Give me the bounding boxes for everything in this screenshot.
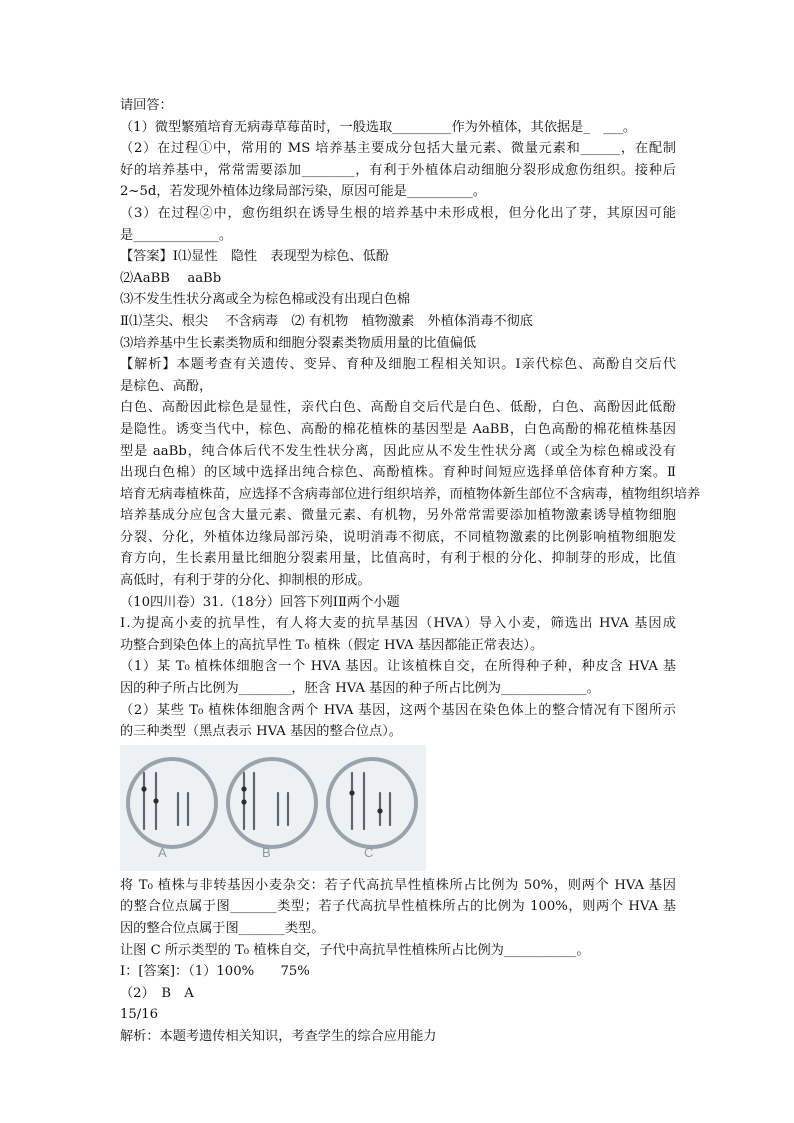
- text-line: Ⅱ⑴茎尖、根尖 不含病毒 ⑵ 有机物 植物激素 外植体消毒不彻底: [120, 313, 533, 329]
- text-line: Ⅰ.为提高小麦的抗旱性，有人将大麦的抗旱基因（HVA）导入小麦，筛选出 HVA 基因成: [120, 616, 676, 632]
- text-line: 是棕色、高酚，: [120, 378, 213, 394]
- circle-a: [128, 759, 216, 847]
- chromosome-diagram: [120, 745, 426, 871]
- hva-site-dot: [141, 786, 146, 791]
- hva-site-dot: [241, 799, 246, 804]
- text-line: Ⅰ：[答案]：（1）100% 75%: [120, 964, 310, 980]
- text-line: 是_____________。: [120, 227, 233, 243]
- figure-label-b: B: [262, 844, 271, 860]
- text-line: 的整合位点属于图_______类型；若子代高抗旱性植株所占的比例为 100%，则两个 HVA 基: [120, 899, 676, 915]
- text-line: ⑵AaBB aaBb: [120, 270, 222, 286]
- text-line: 好的培养基中，常常需要添加________，有利于外植体启动细胞分裂形成愈伤组织。接种后: [120, 162, 676, 178]
- text-line: 因的整合位点属于图_______类型。: [120, 921, 325, 936]
- text-line: 高低时，有利于芽的分化、抑制根的形成。: [120, 573, 371, 589]
- text-line: 育方向，生长素用量比细胞分裂素用量，比值高时，有利于根的分化、抑制芽的形成，比值: [120, 551, 676, 567]
- text-line: 的三种类型（黑点表示 HVA 基因的整合位点）。: [120, 724, 402, 740]
- text-line: 培养基成分应包含大量元素、微量元素、有机物，另外常常需要添加植物激素诱导植物细胞: [120, 508, 676, 524]
- text-line: 型是 aaBb，纯合体后代不发生性状分离，因此应从不发生性状分离（或全为棕色棉或没有: [120, 443, 676, 459]
- text-line: 白色、高酚因此棕色是显性，亲代白色、高酚自交后代是白色、低酚，白色、高酚因此低酚: [120, 400, 676, 416]
- text-line: 请回答：: [120, 98, 173, 113]
- text-line: 解析：本题考遗传相关知识，考查学生的综合应用能力: [120, 1028, 437, 1044]
- figure-label-a: A: [158, 844, 167, 860]
- text-line: （2）在过程①中，常用的 MS 培养基主要成分包括大量元素、微量元素和______，在配制: [120, 141, 676, 157]
- text-line: （1）某 T₀ 植株体细胞含一个 HVA 基因。让该植株自交，在所得种子种，种皮含 HVA 基: [120, 659, 676, 675]
- figure-chromosome-types: [120, 745, 426, 871]
- text-line: 2~5d，若发现外植体边缘局部污染，原因可能是__________。: [120, 184, 486, 200]
- text-line: 15/16: [120, 1007, 159, 1023]
- text-line: （3）在过程②中，愈伤组织在诱导生根的培养基中未形成根，但分化出了芽，其原因可能: [120, 205, 676, 221]
- text-line: 让图 C 所示类型的 T₀ 植株自交，子代中高抗旱性植株所占比例为___________。: [120, 942, 590, 958]
- text-line: （1）微型繁殖培育无病毒草莓苗时，一般选取_________作为外植体，其依据是_ ___。: [120, 119, 637, 135]
- hva-site-dot: [241, 786, 246, 791]
- text-line: 【解析】本题考查有关遗传、变异、育种及细胞工程相关知识。Ⅰ亲代棕色、高酚自交后代: [120, 357, 676, 373]
- text-line: 出现白色棉）的区域中选择出纯合棕色、高酚植株。育种时间短应选择单倍体育种方案。Ⅱ: [120, 465, 676, 481]
- text-line: （2）某些 T₀ 植株体细胞含两个 HVA 基因，这两个基因在染色体上的整合情况有下图所示: [120, 702, 676, 718]
- circle-c: [328, 759, 416, 847]
- text-line: 培育无病毒植株苗，应选择不含病毒部位进行组织培养，而植物体新生部位不含病毒，植物组织培养: [120, 486, 701, 502]
- text-line: 是隐性。诱变当代中，棕色、高酚的棉花植株的基因型是 AaBB，白色高酚的棉花植株基因: [120, 421, 676, 437]
- text-line: ⑶不发生性状分离或全为棕色棉或没有出现白色棉: [120, 292, 411, 308]
- text-block-bottom: [120, 875, 676, 1048]
- text-line: 因的种子所占比例为________，胚含 HVA 基因的种子所占比例为_____________。: [120, 681, 600, 697]
- hva-site-dot: [377, 808, 382, 813]
- text-line: ⑶培养基中生长素类物质和细胞分裂素类物质用量的比值偏低: [120, 335, 477, 351]
- text-line: 将 T₀ 植株与非转基因小麦杂交：若子代高抗旱性植株所占比例为 50%，则两个 HVA 基因: [120, 877, 676, 893]
- text-line: （2） B A: [120, 985, 194, 1001]
- hva-site-dot: [153, 798, 158, 803]
- text-line: 功整合到染色体上的高抗旱性 T₀ 植株（假定 HVA 基因都能正常表达）。: [120, 637, 544, 653]
- text-line: 【答案】Ⅰ⑴显性 隐性 表现型为棕色、低酚: [120, 249, 389, 265]
- hva-site-dot: [349, 790, 354, 795]
- document-page: [120, 95, 701, 1048]
- circle-b: [228, 759, 316, 847]
- figure-label-c: C: [364, 844, 374, 860]
- text-block-top: [120, 95, 701, 743]
- text-line: （10四川卷）31.（18分）回答下列ⅠⅡ两个小题: [120, 594, 400, 610]
- text-line: 分裂、分化，外植体边缘局部污染，说明消毒不彻底，不同植物激素的比例影响植物细胞发: [120, 529, 676, 545]
